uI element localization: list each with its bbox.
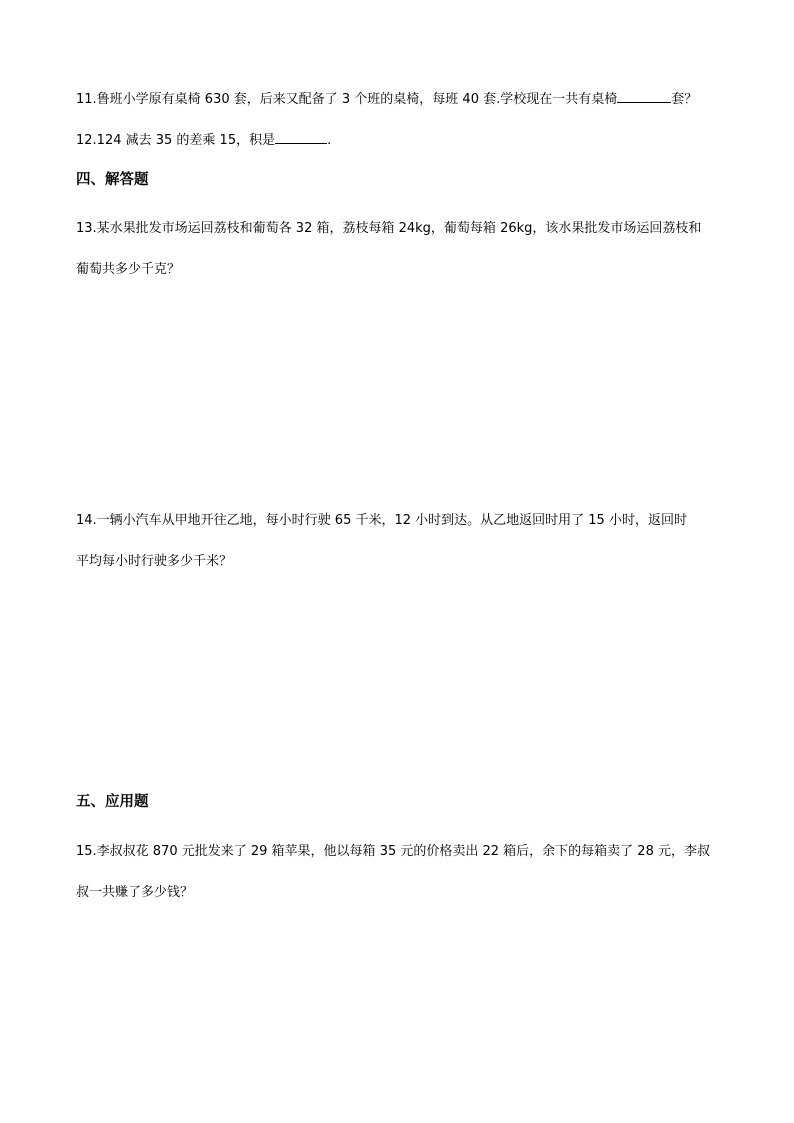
question-12-text: 12.124 减去 35 的差乘 15，积是 [76, 133, 276, 148]
question-12-suffix: . [327, 133, 332, 148]
question-11 [76, 89, 697, 109]
question-14-line-1: 14.一辆小汽车从甲地开往乙地，每小时行驶 65 千米，12 小时到达。从乙地返回时用了 15 小时，返回时 [76, 513, 687, 528]
question-15-line-2: 叔一共赚了多少钱？ [76, 885, 194, 900]
question-14-line-2: 平均每小时行驶多少千米？ [76, 554, 233, 569]
question-11-suffix: 套？ [671, 92, 698, 107]
question-15-answer-area[interactable] [76, 912, 718, 1102]
section-five-title: 五、应用题 [76, 794, 149, 810]
question-13-answer-area[interactable] [76, 290, 718, 500]
question-13-line-1: 13.某水果批发市场运回荔枝和葡萄各 32 箱，荔枝每箱 24kg，葡萄每箱 26kg，该水果批发市场运回荔枝和 [76, 221, 702, 236]
question-12 [76, 130, 331, 150]
question-12-answer-blank[interactable] [275, 130, 327, 144]
question-13-line-2: 葡萄共多少千克？ [76, 262, 181, 277]
question-11-text: 11.鲁班小学原有桌椅 630 套，后来又配备了 3 个班的桌椅，每班 40 套.学校现在一共有桌椅 [76, 92, 618, 107]
question-15-line-1: 15.李叔叔花 870 元批发来了 29 箱苹果，他以每箱 35 元的价格卖出 22 箱后，余下的每箱卖了 28 元，李叔 [76, 844, 710, 859]
section-four-title: 四、解答题 [76, 172, 149, 188]
question-11-answer-blank[interactable] [617, 89, 671, 103]
question-14-answer-area[interactable] [76, 582, 718, 782]
